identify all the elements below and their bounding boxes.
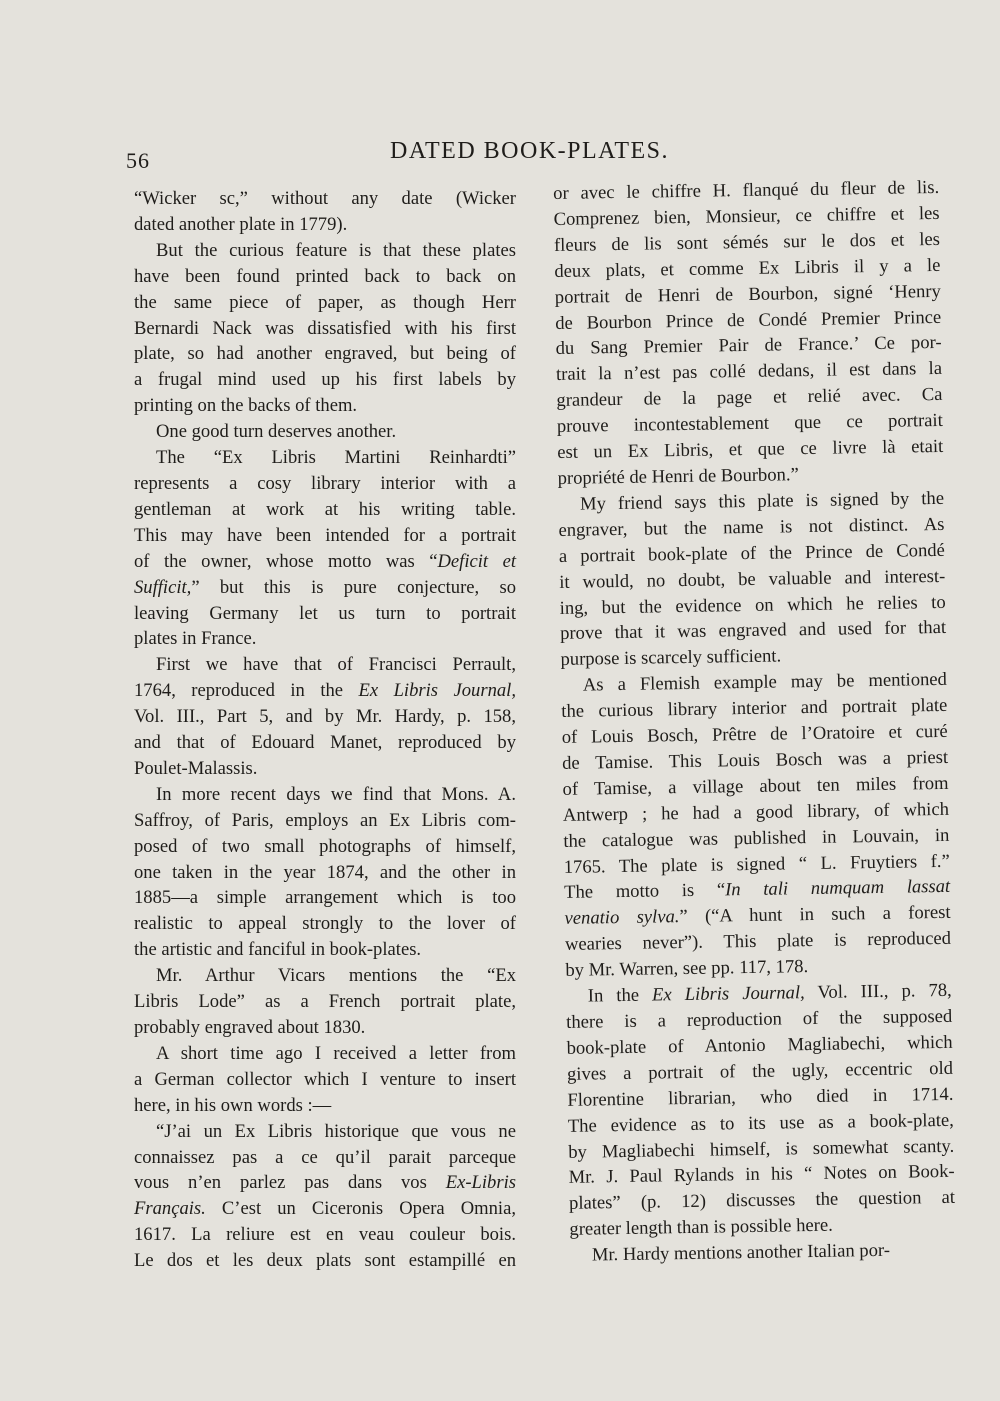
- text-line: Poulet-Malassis.: [134, 757, 258, 779]
- italic-text: In tali numquam lassat: [724, 876, 951, 901]
- text-line: portrait de Henri de Bourbon, signé ‘Henry: [554, 280, 941, 308]
- text-line: probably engraved about 1830.: [134, 1017, 366, 1038]
- text-line: it would, no doubt, be valuable and interest-: [559, 565, 946, 593]
- text-line: du Sang Premier Pair de France.’ Ce por-: [555, 332, 942, 360]
- text-line: the curious library interior and portrait plate: [561, 694, 948, 723]
- text-line: book-plate of Antonio Magliabechi, which: [566, 1031, 953, 1059]
- text-line: [134, 575, 516, 601]
- text-segment: ” (“A hunt in such a forest: [679, 902, 951, 928]
- text-line: one taken in the year 1874, and the other in: [134, 861, 516, 883]
- text-line: gentleman at work at his writing table.: [134, 498, 516, 520]
- text-line: by Magliabechi himself, is somewhat scanty.: [568, 1135, 955, 1163]
- text-line: a frugal mind used up his first labels by: [134, 369, 516, 391]
- text-line: and that of Edouard Manet, reproduced by: [134, 732, 516, 754]
- text-line: realistic to appeal strongly to the lover of: [134, 913, 516, 935]
- text-line: A short time ago I received a letter from: [156, 1042, 516, 1064]
- text-segment: C’est un Ciceronis Opera Omnia,: [205, 1198, 516, 1220]
- text-line: grandeur de la page et relié avec. Ca: [556, 384, 943, 412]
- text-line: First we have that of Francisci Perrault,: [156, 654, 516, 676]
- italic-text: Sufficit,: [134, 576, 192, 598]
- text-line: But the curious feature is that these plates: [156, 239, 516, 261]
- page-number: 56: [126, 148, 150, 173]
- text-line: “J’ai un Ex Libris historique que vous ne: [156, 1120, 516, 1142]
- text-line: 1765. The plate is signed “ L. Fruytiers f.”: [563, 850, 950, 878]
- italic-text: Deficit et: [437, 550, 516, 572]
- text-line: have been found printed back to back on: [134, 265, 516, 287]
- text-line: This may have been intended for a portrait: [134, 524, 516, 546]
- text-line: trait la n’est pas collé dedans, il est dans la: [555, 358, 943, 386]
- text-line: the artistic and fanciful in book-plates.: [134, 939, 422, 961]
- text-line: prove that it was engraved and used for that: [559, 617, 947, 645]
- text-line: 1885—a simple arrangement which is too: [134, 887, 516, 909]
- text-line: est un Ex Libris, et que ce livre là etait: [557, 435, 944, 464]
- text-line: de Bourbon Prince de Condé Premier Prince: [555, 306, 942, 334]
- text-line: Mr. J. Paul Rylands in his “ Notes on Book-: [568, 1161, 955, 1189]
- text-line: [134, 1196, 516, 1222]
- italic-text: Français.: [134, 1198, 206, 1220]
- text-segment: 1764, reproduced in the: [134, 680, 359, 702]
- text-line: In more recent days we find that Mons. A.: [156, 783, 516, 805]
- text-line: Libris Lode” as a French portrait plate,: [134, 991, 516, 1013]
- running-head: DATED BOOK-PLATES.: [390, 138, 669, 164]
- text-line: de Tamise. This Louis Bosch was a priest: [561, 746, 949, 774]
- text-line: here, in his own words :—: [134, 1094, 332, 1116]
- text-line: wearies never”). This plate is reproduced: [564, 928, 952, 956]
- text-line: Florentine librarian, who died in 1714.: [567, 1083, 954, 1111]
- text-line: a German collector which I venture to insert: [134, 1068, 516, 1090]
- right-column-text: [553, 175, 956, 1269]
- text-line: Bernardi Nack was dissatisfied with his first: [134, 317, 516, 339]
- text-line: plates” (p. 12) discusses the question at: [568, 1187, 956, 1215]
- text-line: Saffroy, of Paris, employs an Ex Libris com-: [134, 809, 516, 831]
- text-line: represents a cosy library interior with a: [134, 472, 516, 494]
- text-line: Vol. III., Part 5, and by Mr. Hardy, p. 158,: [134, 706, 516, 728]
- text-line: [134, 1170, 516, 1196]
- text-line: Mr. Arthur Vicars mentions the “Ex: [156, 965, 516, 987]
- text-line: Antwerp ; he had a good library, of which: [562, 798, 950, 826]
- text-line: The “Ex Libris Martini Reinhardti”: [156, 447, 516, 469]
- text-line: of Louis Bosch, Prêtre de l’Oratoire et curé: [561, 720, 948, 748]
- text-line: the same piece of paper, as though Herr: [134, 291, 516, 313]
- text-line: propriété de Henri de Bourbon.”: [557, 464, 799, 489]
- left-column-text: [134, 186, 516, 1274]
- text-line: posed of two small photographs of himself,: [134, 835, 516, 857]
- text-line: the catalogue was published in Louvain, in: [563, 824, 950, 852]
- text-line: My friend says this plate is signed by the: [579, 487, 945, 515]
- left-column: [134, 186, 516, 1274]
- text-segment: vous n’en parlez pas dans vos: [134, 1172, 446, 1194]
- text-line: plate, so had another engraved, but being of: [134, 343, 516, 365]
- text-line: greater length than is possible here.: [569, 1214, 833, 1241]
- text-line: The evidence as to its use as a book-plate,: [567, 1109, 954, 1137]
- text-line: connaissez pas a ce qu’il parait parceque: [134, 1146, 516, 1168]
- text-line: gives a portrait of the ugly, eccentric old: [566, 1057, 954, 1085]
- text-line: As a Flemish example may be mentioned: [582, 669, 948, 696]
- text-line: prouve incontestablement que ce portrait: [556, 410, 943, 438]
- text-segment: Vol. III., p. 78,: [804, 979, 952, 1004]
- text-line: One good turn deserves another.: [156, 421, 397, 443]
- text-line: purpose is scarcely sufficient.: [560, 645, 782, 671]
- italic-text: venatio sylva.: [564, 906, 680, 930]
- text-line: “Wicker sc,” without any date (Wicker: [134, 188, 516, 209]
- text-segment: In the: [587, 984, 653, 1007]
- text-line: ing, but the evidence on which he relies to: [559, 591, 946, 619]
- text-line: deux plats, et comme Ex Libris il y a le: [554, 254, 941, 282]
- text-line: Comprenez bien, Monsieur, ce chiffre et les: [553, 202, 940, 230]
- text-line: plates in France.: [134, 628, 257, 650]
- text-line: [134, 678, 516, 704]
- text-line: a portrait book-plate of the Prince de Condé: [558, 539, 946, 567]
- text-line: dated another plate in 1779).: [134, 213, 348, 235]
- italic-text: Ex Libris Journal,: [651, 982, 805, 1006]
- text-segment: ” but this is pure conjecture, so: [191, 576, 516, 598]
- right-column: [553, 176, 956, 1269]
- text-segment: of the owner, whose motto was “: [134, 550, 438, 572]
- text-line: of Tamise, a village about ten miles from: [562, 772, 949, 800]
- text-line: Le dos et les deux plats sont estampillé en: [134, 1250, 516, 1272]
- text-line: or avec le chiffre H. flanqué du fleur de lis.: [553, 176, 940, 204]
- text-line: engraver, but the name is not distinct. As: [558, 513, 945, 541]
- italic-text: Ex Libris Journal,: [358, 680, 516, 702]
- text-line: there is a reproduction of the supposed: [566, 1005, 953, 1033]
- italic-text: Ex-Libris: [445, 1172, 516, 1194]
- text-line: 1617. La reliure est en veau couleur bois.: [134, 1224, 516, 1246]
- text-line: leaving Germany let us turn to portrait: [134, 602, 516, 624]
- text-line: Mr. Hardy mentions another Italian por-: [591, 1239, 891, 1266]
- text-line: by Mr. Warren, see pp. 117, 178.: [565, 956, 809, 982]
- text-line: fleurs de lis sont sémés sur le dos et les: [553, 228, 941, 256]
- text-line: printing on the backs of them.: [134, 395, 358, 417]
- text-line: [134, 549, 516, 575]
- text-segment: The motto is “: [564, 879, 726, 904]
